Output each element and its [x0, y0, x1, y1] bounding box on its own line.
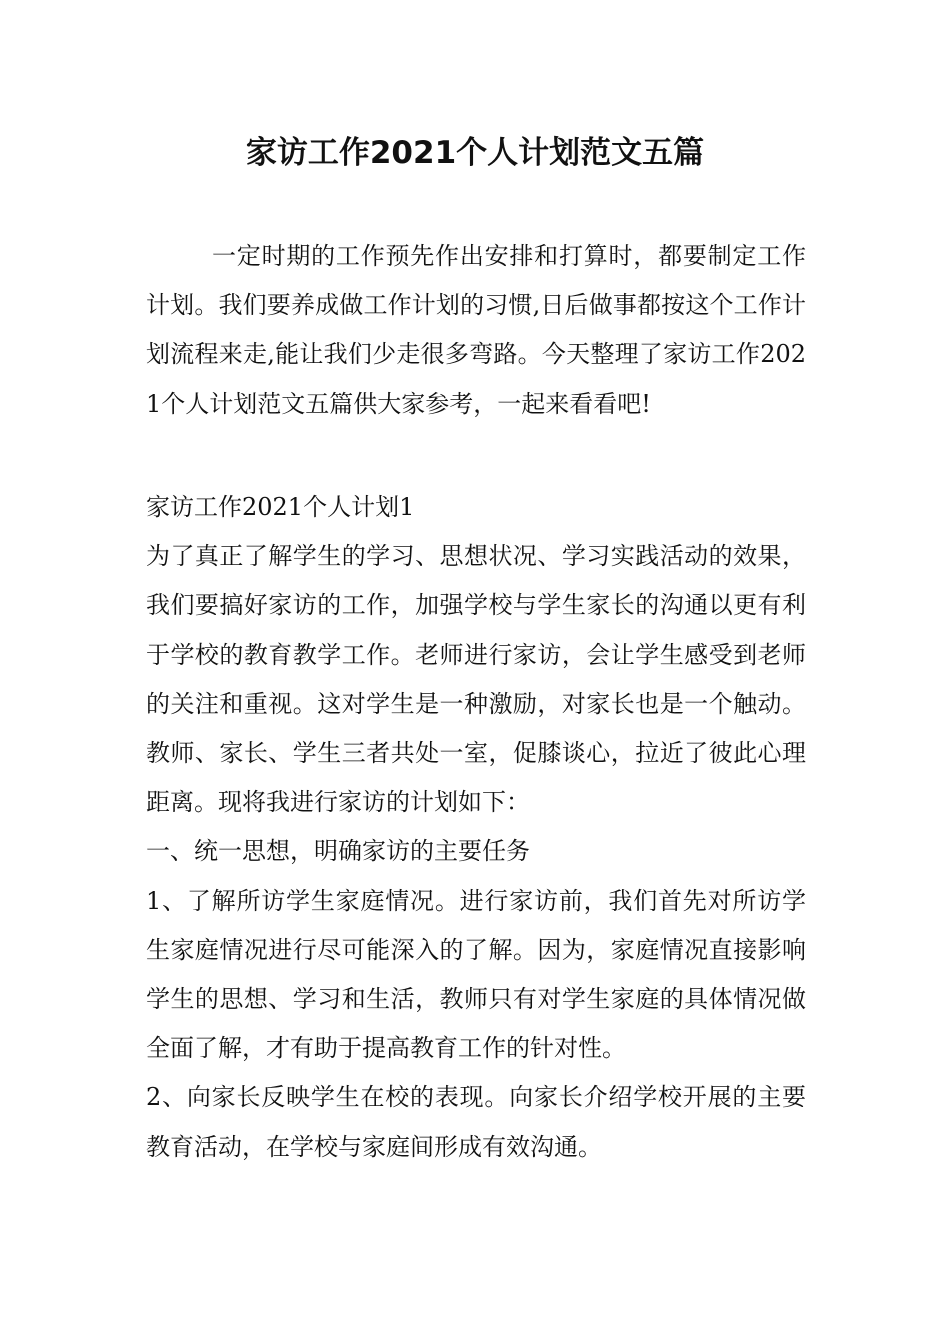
- body-paragraph: 1、了解所访学生家庭情况。进行家访前，我们首先对所访学生家庭情况进行尽可能深入的了解。因为，家庭情况直接影响学生的思想、学习和生活，教师只有对学生家庭的具体情况做全面了解，才有助于提高教育工作的针对性。: [146, 886, 806, 1063]
- body-paragraph: 为了真正了解学生的学习、思想状况、学习实践活动的效果，我们要搞好家访的工作，加强学校与学生家长的沟通以更有利于学校的教育教学工作。老师进行家访，会让学生感受到老师的关注和重视。这对学生是一种激励，对家长也是一个触动。教师、家长、学生三者共处一室，促膝谈心，拉近了彼此心理距离。现将我进行家访的计划如下：: [146, 542, 806, 817]
- section-1: [146, 483, 806, 1172]
- section-heading: 家访工作2021个人计划1: [146, 493, 415, 521]
- intro-paragraph: [146, 232, 806, 429]
- document-title: 家访工作2021个人计划范文五篇: [245, 135, 705, 171]
- intro-text: 一定时期的工作预先作出安排和打算时，都要制定工作计划。我们要养成做工作计划的习惯,日后做事都按这个工作计划流程来走,能让我们少走很多弯路。今天整理了家访工作2021个人计划范文五篇供大家参考，一起来看看吧!: [146, 242, 806, 418]
- sub-heading: 一、统一思想，明确家访的主要任务: [146, 837, 530, 866]
- body-paragraph: 2、向家长反映学生在校的表现。向家长介绍学校开展的主要教育活动，在学校与家庭间形成有效沟通。: [146, 1083, 806, 1161]
